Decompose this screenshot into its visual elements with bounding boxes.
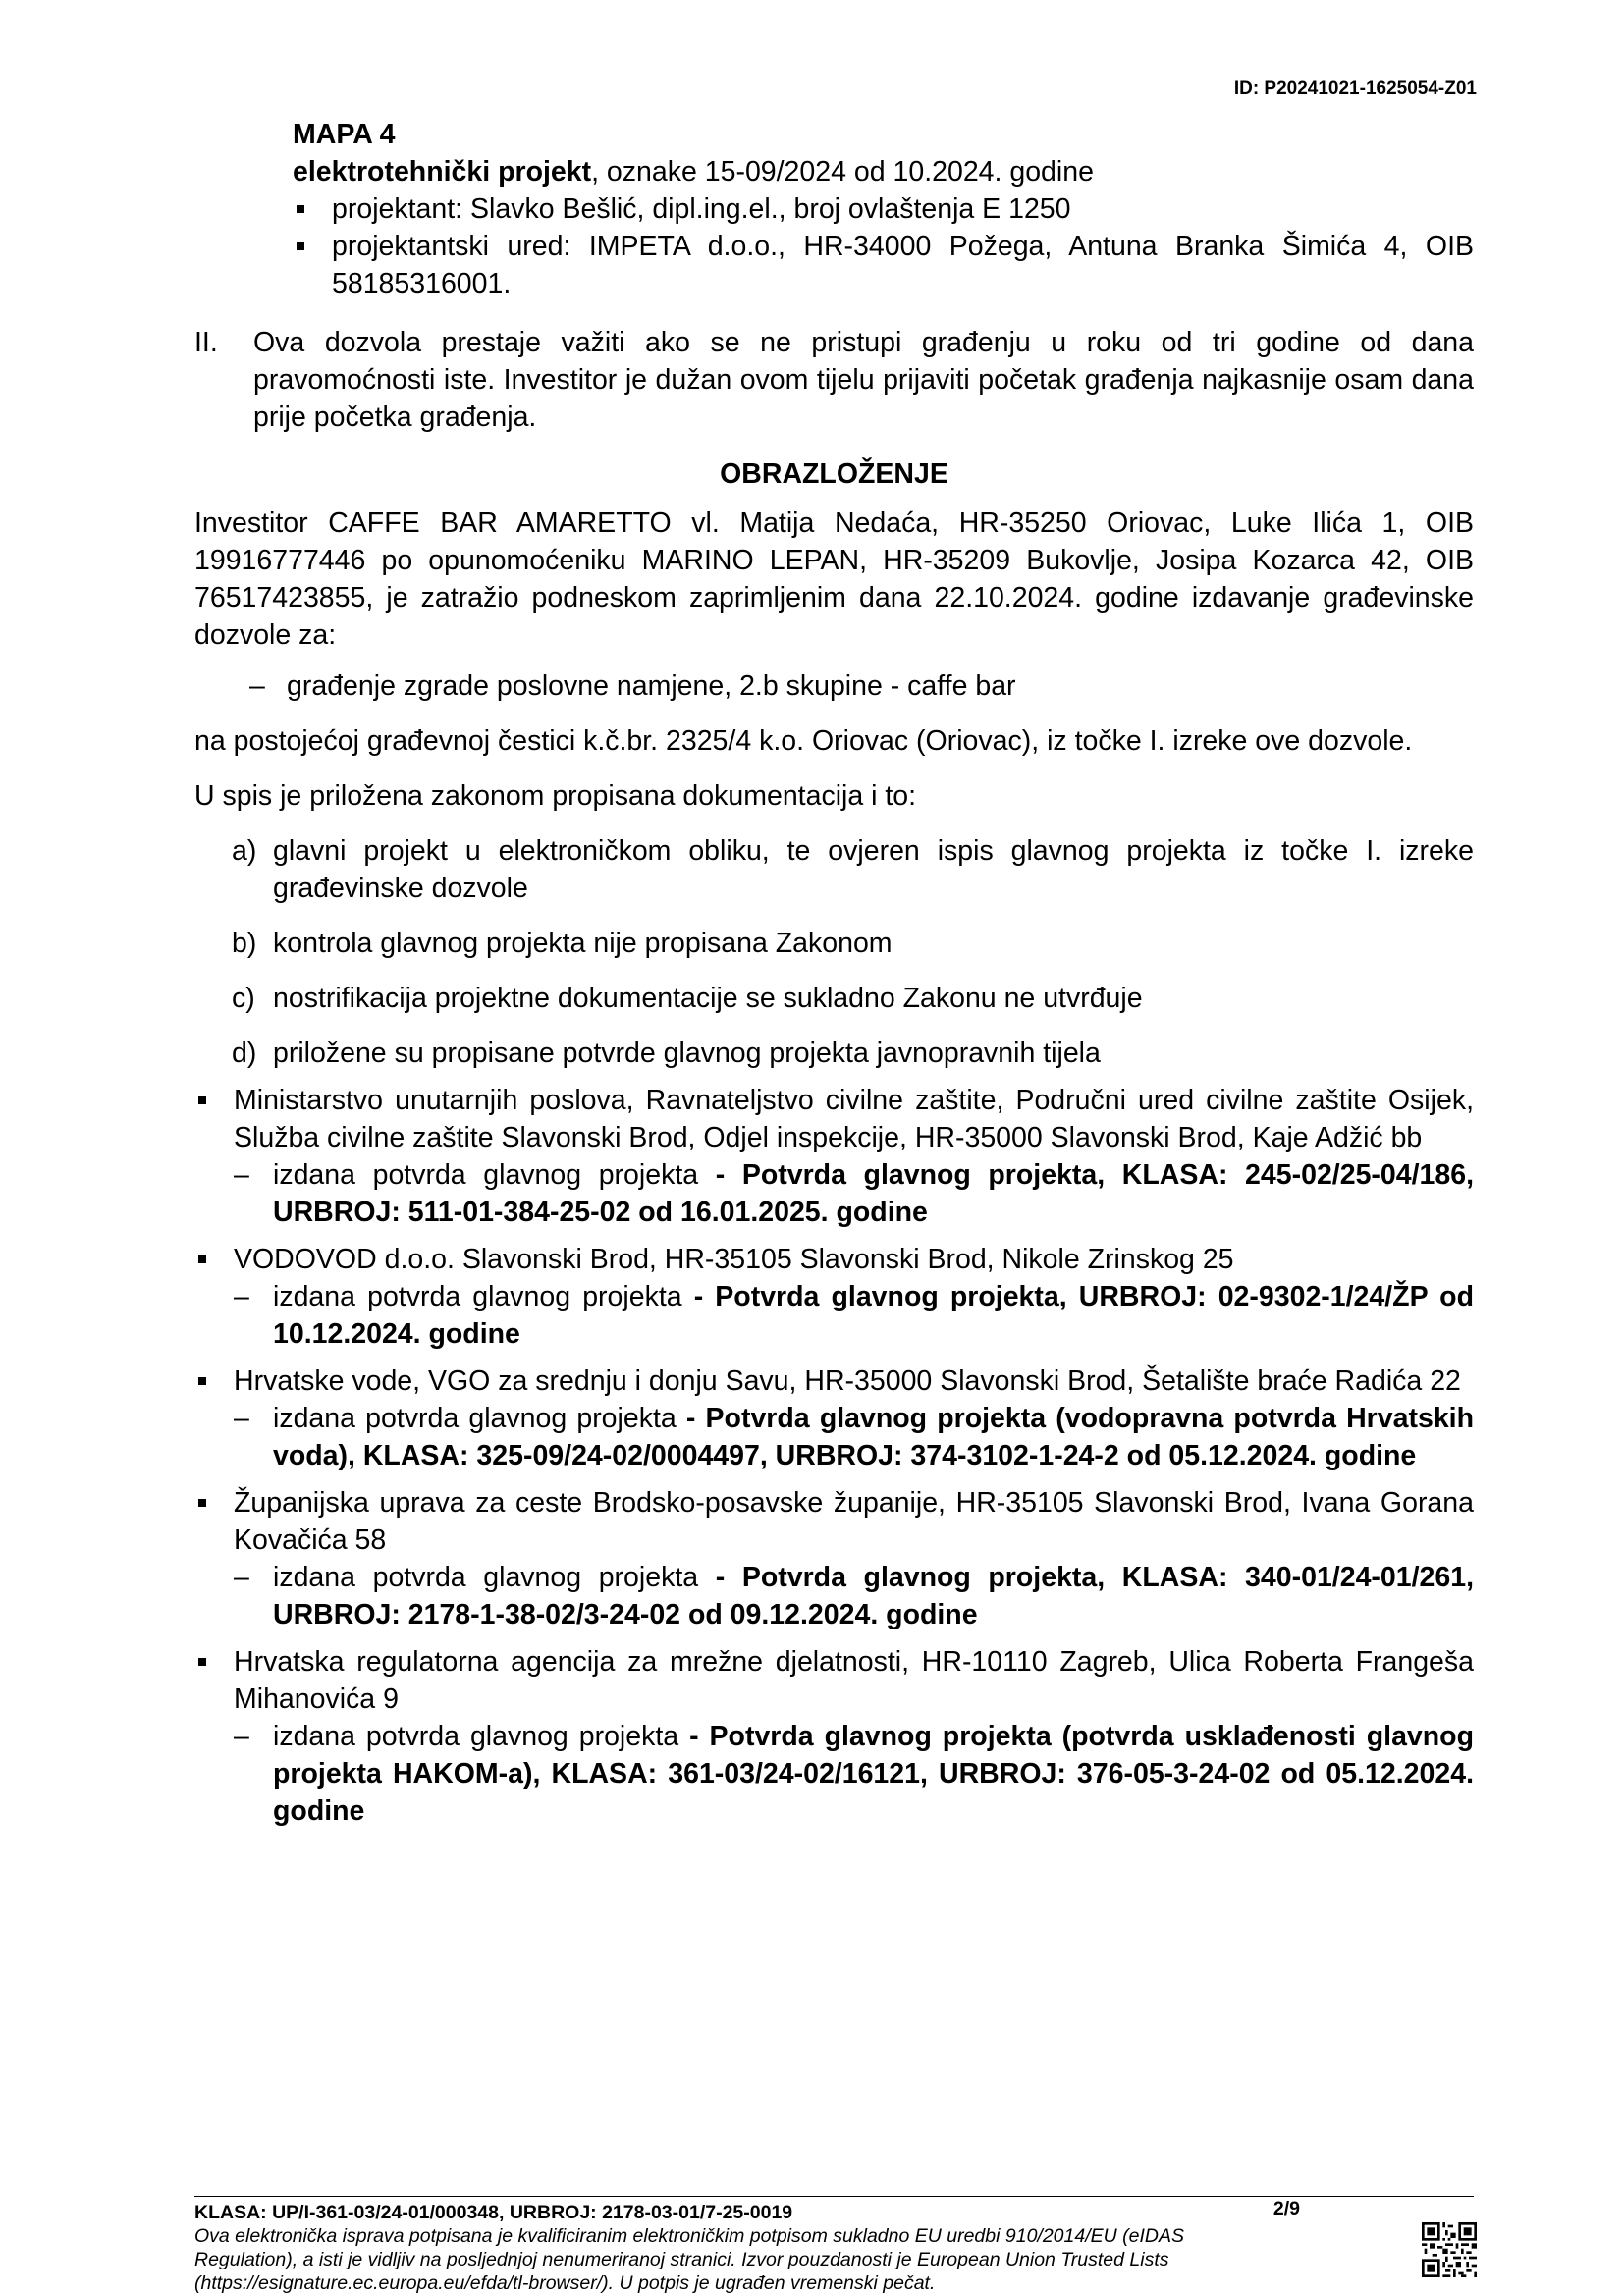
footer-klasa: KLASA: UP/I-361-03/24-01/000348, URBROJ: 2178-03-01/7-25-0019 [194, 2202, 793, 2223]
project-bullet-office: projektantski ured: IMPETA d.o.o., HR-34000 Požega, Antuna Branka Šimića 4, OIB 58185316001. [293, 228, 1474, 302]
obrazlozenje-title: OBRAZLOŽENJE [720, 458, 948, 490]
section-ii-text: Ova dozvola prestaje važiti ako se ne pristupi građenju u roku od tri godine od dana pravomoćnosti iste. Investitor je dužan ovom tijelu prijaviti početak građenja najkasnije osam dana prije početka građenja. [253, 327, 1474, 433]
project-details: , oznake 15-09/2024 od 10.2024. godine [591, 156, 1094, 187]
institution-confirmation [234, 1156, 1474, 1231]
qr-code-icon [1422, 2222, 1477, 2277]
mapa-title: MAPA 4 [293, 119, 396, 150]
project-bullets [293, 190, 1474, 302]
project-line [293, 153, 1474, 190]
section-ii [194, 324, 1474, 436]
docs-item-number: d) [232, 1038, 257, 1069]
docs-item-text: glavni projekt u elektroničkom obliku, te ovjeren ispis glavnog projekta iz točke I. izreke građevinske dozvole [273, 835, 1474, 904]
document-body [194, 116, 1474, 1830]
project-type: elektrotehnički projekt [293, 156, 592, 187]
page-number: 2/9 [1272, 2198, 1300, 2219]
docs-intro: U spis je priložena zakonom propisana dokumentacija i to: [194, 780, 917, 812]
docs-item-text: kontrola glavnog projekta nije propisana Zakonom [273, 928, 893, 959]
confirmation-prefix: izdana potvrda glavnog projekta [273, 1281, 682, 1312]
confirmation-prefix: izdana potvrda glavnog projekta [273, 1159, 699, 1191]
institution-confirmation [234, 1400, 1474, 1474]
institution-item [194, 1643, 1474, 1830]
docs-item-text: nostrifikacija projektne dokumentacije se sukladno Zakonu ne utvrđuje [273, 983, 1143, 1014]
confirmation-detail: - Potvrda glavnog projekta, KLASA: 245-02/25-04/186, URBROJ: 511-01-384-25-02 od 16.01.2025. godine [273, 1159, 1475, 1228]
institution-name: Županijska uprava za ceste Brodsko-posavske županije, HR-35105 Slavonski Brod, Ivana Gorana Kovačića 58 [234, 1487, 1474, 1556]
docs-item-a [194, 832, 1474, 907]
confirmation-detail: - Potvrda glavnog projekta (vodopravna potvrda Hrvatskih voda), KLASA: 325-09/24-02/0004497, URBROJ: 374-3102-1-24-2 od 05.12.2024. godine [273, 1403, 1474, 1471]
obrazlozenje-intro: Investitor CAFFE BAR AMARETTO vl. Matija Nedaća, HR-35250 Oriovac, Luke Ilića 1, OIB 19916777446 po opunomoćeniku MARINO LEPAN, HR-35209 Bukovlje, Josipa Kozarca 42, OIB 76517423855, je zatražio podneskom zaprimljenim dana 22.10.2024. godine izdavanje građevinske dozvole za: [194, 507, 1474, 651]
confirmation-detail: - Potvrda glavnog projekta, URBROJ: 02-9302-1/24/ŽP od 10.12.2024. godine [273, 1281, 1474, 1350]
institution-confirmation [234, 1718, 1474, 1830]
obrazlozenje-location: na postojećoj građevnoj čestici k.č.br. 2325/4 k.o. Oriovac (Oriovac), iz točke I. izreke ove dozvole. [194, 725, 1413, 757]
institution-confirmation [234, 1278, 1474, 1353]
confirmation-detail: - Potvrda glavnog projekta, KLASA: 340-01/24-01/261, URBROJ: 2178-1-38-02/3-24-02 od 09.12.2024. godine [273, 1562, 1475, 1630]
confirmation-prefix: izdana potvrda glavnog projekta [273, 1721, 679, 1752]
institution-name: Hrvatska regulatorna agencija za mrežne djelatnosti, HR-10110 Zagreb, Ulica Roberta Frangeša Mihanovića 9 [234, 1646, 1474, 1715]
mapa-project [293, 153, 1474, 302]
confirmation-prefix: izdana potvrda glavnog projekta [273, 1403, 677, 1434]
signature-note: Ova elektronička isprava potpisana je kvalificiranim elektroničkim potpisom sukladno EU uredbi 910/2014/EU (eIDAS Regulation), a isti je vidljiv na posljednjoj nenumeriranoj stranici. Izvor pouzdanosti je European Union Trusted Lists (https://esignature.ec.europa.eu/efda/tl-browser/). U potpis je ugrađen vremenski pečat. [194, 2225, 1184, 2294]
institution-name: Ministarstvo unutarnjih poslova, Ravnateljstvo civilne zaštite, Područni ured civilne zaštite Osijek, Služba civilne zaštite Slavonski Brod, Odjel inspekcije, HR-35000 Slavonski Brod, Kaje Adžić bb [234, 1085, 1474, 1153]
obrazlozenje-purpose: – građenje zgrade poslovne namjene, 2.b skupine - caffe bar [194, 667, 1474, 705]
confirmation-prefix: izdana potvrda glavnog projekta [273, 1562, 699, 1593]
docs-item-number: b) [232, 928, 257, 959]
docs-item-d [194, 1035, 1474, 1072]
institution-item [194, 1484, 1474, 1633]
document-id: ID: P20241021-1625054-Z01 [1233, 79, 1477, 99]
institution-item [194, 1362, 1474, 1474]
confirmation-detail: - Potvrda glavnog projekta (potvrda usklađenosti glavnog projekta HAKOM-a), KLASA: 361-03/24-02/16121, URBROJ: 376-05-3-24-02 od 05.12.2024. godine [273, 1721, 1475, 1827]
docs-item-b [194, 925, 1474, 962]
institution-confirmation [234, 1559, 1474, 1633]
section-ii-number: II. [194, 327, 218, 358]
institution-item [194, 1241, 1474, 1353]
docs-item-number: a) [232, 835, 257, 867]
institution-name: VODOVOD d.o.o. Slavonski Brod, HR-35105 Slavonski Brod, Nikole Zrinskog 25 [234, 1244, 1234, 1275]
docs-item-number: c) [232, 983, 255, 1014]
institution-name: Hrvatske vode, VGO za srednju i donju Savu, HR-35000 Slavonski Brod, Šetalište braće Radića 22 [234, 1365, 1461, 1397]
institution-item [194, 1082, 1474, 1231]
page-footer [194, 2196, 1474, 2295]
institution-list [194, 1082, 1474, 1830]
project-bullet-designer: projektant: Slavko Bešlić, dipl.ing.el., broj ovlaštenja E 1250 [293, 190, 1474, 228]
docs-item-text: priložene su propisane potvrde glavnog projekta javnopravnih tijela [273, 1038, 1101, 1069]
docs-item-c [194, 980, 1474, 1017]
